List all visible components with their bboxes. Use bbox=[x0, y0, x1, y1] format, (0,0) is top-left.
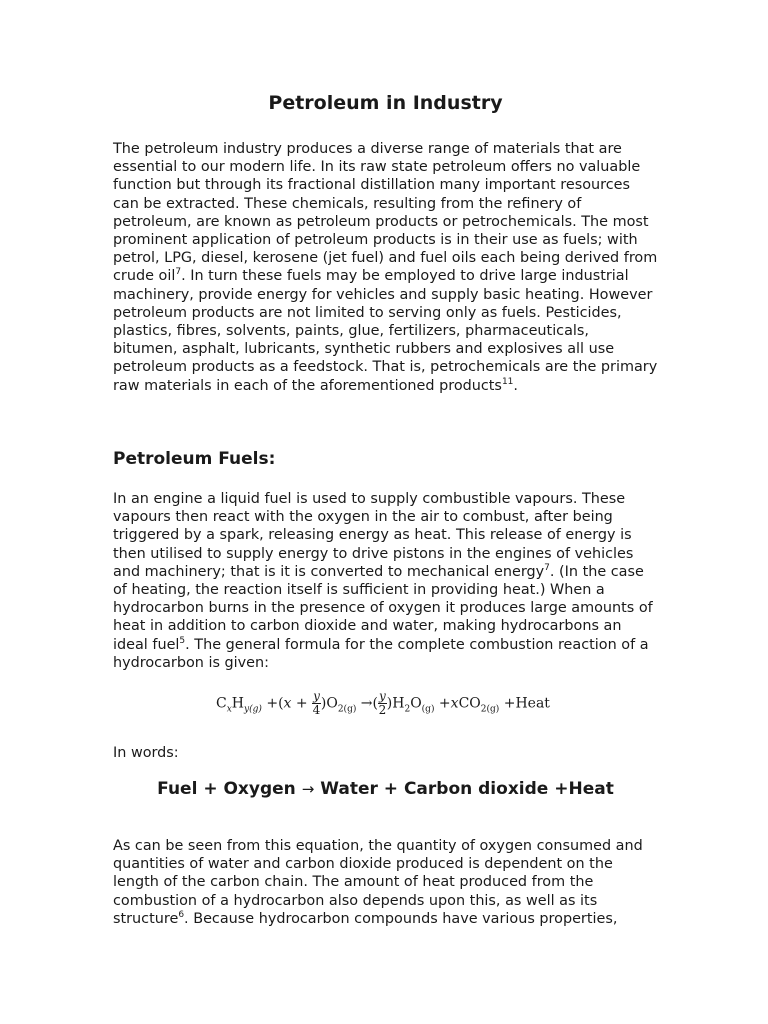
fuels-paragraph bbox=[113, 490, 658, 672]
fuels-text-c: . The general formula for the complete combustion reaction of a hydrocarbon is given: bbox=[113, 636, 649, 671]
formula-arrow: →( bbox=[360, 695, 378, 712]
formula-sub-g: (g) bbox=[421, 704, 435, 715]
page-title: Petroleum in Industry bbox=[268, 92, 503, 114]
formula-sub-2g: 2(g) bbox=[337, 704, 357, 715]
formula-plus: + bbox=[295, 695, 308, 712]
formula-h: H bbox=[231, 695, 245, 712]
word-equation-right: Water + Carbon dioxide +Heat bbox=[320, 779, 614, 799]
closing-paragraph bbox=[113, 837, 658, 928]
frac-den: 4 bbox=[312, 703, 321, 717]
formula-o: )O bbox=[320, 695, 338, 712]
formula-sub-x: x bbox=[226, 704, 232, 715]
closing-text-a: As can be seen from this equation, the quantity of oxygen consumed and quantities of water and carbon dioxide produced is dependent on the length of the carbon chain. The amount of heat produced from the combustion of a hydrocarbon also depends upon this, as well as its structure bbox=[113, 838, 643, 927]
formula-heat: +Heat bbox=[503, 695, 550, 712]
formula-plus-open: +( bbox=[266, 695, 284, 712]
right-arrow-icon: → bbox=[301, 780, 315, 798]
formula-fraction-y2 bbox=[378, 690, 387, 717]
formula-co: CO bbox=[458, 695, 481, 712]
formula-sub-2g: 2(g) bbox=[480, 704, 500, 715]
formula-sub-2: 2 bbox=[404, 704, 411, 715]
word-equation bbox=[113, 779, 658, 799]
intro-text-c: . bbox=[513, 377, 518, 394]
formula-sub-y: y(g) bbox=[244, 704, 262, 715]
formula-x: x bbox=[450, 695, 459, 712]
frac-num: y bbox=[379, 689, 386, 703]
formula-plus: + bbox=[438, 695, 451, 712]
word-equation-left: Fuel + Oxygen bbox=[157, 779, 296, 799]
footnote-ref: 5 bbox=[179, 635, 186, 646]
intro-paragraph bbox=[113, 140, 658, 395]
frac-num: y bbox=[313, 689, 320, 703]
formula-fraction-y4 bbox=[312, 690, 321, 717]
frac-den: 2 bbox=[378, 703, 387, 717]
formula-x: x bbox=[283, 695, 292, 712]
formula-o2: O bbox=[410, 695, 422, 712]
footnote-ref: 7 bbox=[544, 562, 550, 573]
section-heading: Petroleum Fuels: bbox=[113, 449, 276, 469]
intro-text-a: The petroleum industry produces a diverse range of materials that are essential to our modern life. In its raw state petroleum offers no valuable function but through its fractional distillation many important resources can be extracted. These chemicals, resulting from the refinery of petroleum, are known as petroleum products or petrochemicals. The most prominent application of petroleum products is in their use as fuels; with petrol, LPG, diesel, kerosene (jet fuel) and fuel oils each being derived from crude oil bbox=[113, 141, 658, 285]
formula-h: )H bbox=[386, 695, 405, 712]
footnote-ref: 7 bbox=[175, 267, 182, 278]
combustion-formula bbox=[216, 690, 550, 717]
closing-text-b: . Because hydrocarbon compounds have various properties, bbox=[184, 910, 618, 927]
fuels-text-a: In an engine a liquid fuel is used to supply combustible vapours. These vapours then react with the oxygen in the air to combust, after being triggered by a spark, releasing energy as heat. This release of energy is then utilised to supply energy to drive pistons in the engines of vehicles and machinery; that is it is converted to mechanical energy bbox=[113, 491, 634, 580]
footnote-ref: 11 bbox=[501, 376, 514, 387]
fuels-text-b: . (In the case of heating, the reaction itself is sufficient in providing heat.) When a hydrocarbon burns in the presence of oxygen it produces large amounts of heat in addition to carbon dioxide and water, making hydrocarbons an ideal fuel bbox=[113, 563, 653, 653]
intro-text-b: . In turn these fuels may be employed to drive large industrial machinery, provide energy for vehicles and supply basic heating. However petroleum products are not limited to serving only as fuels. Pesticides, plastics, fibres, solvents, paints, glue, fertilizers, pharmaceuticals, bitumen, asphalt, lubricants, synthetic rubbers and explosives all use petroleum products as a feedstock. That is, petrochemicals are the primary raw materials in each of the aforementioned products bbox=[113, 268, 658, 394]
in-words-label: In words: bbox=[113, 745, 179, 761]
formula-c: C bbox=[216, 695, 227, 712]
footnote-ref: 6 bbox=[178, 909, 185, 920]
